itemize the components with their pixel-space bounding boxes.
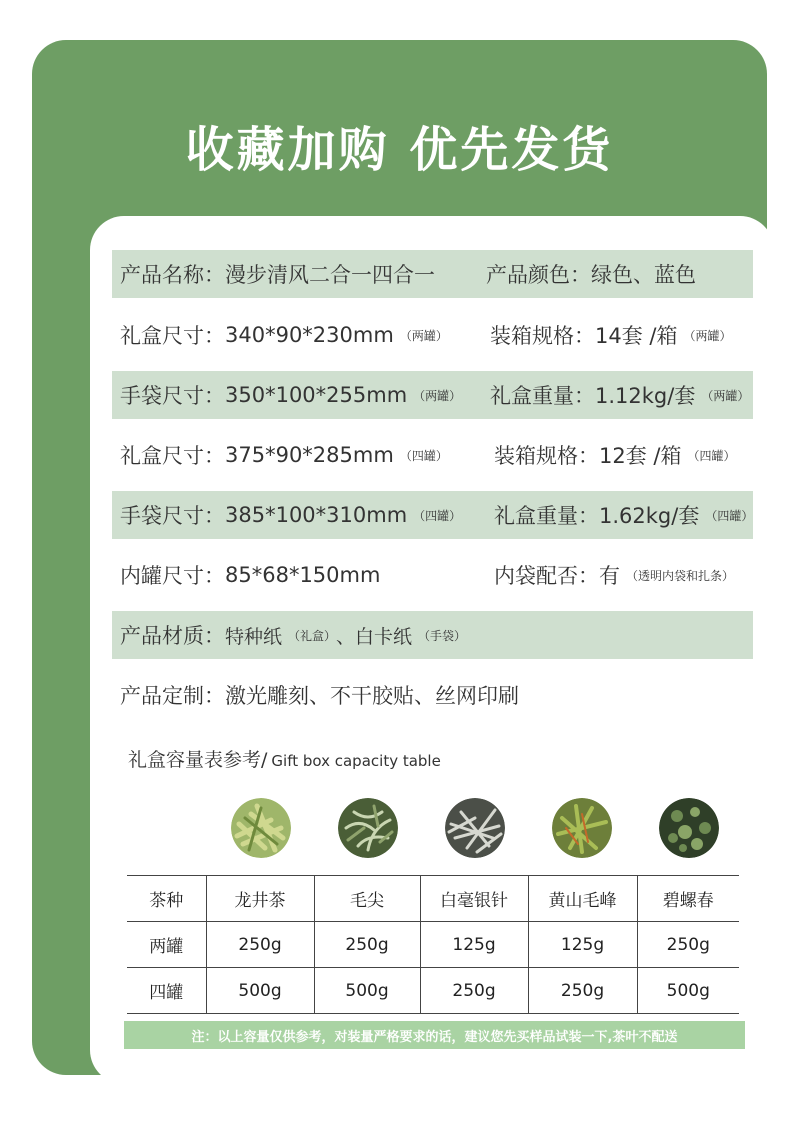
table-cell: 125g (420, 922, 528, 968)
spec-left: 手袋尺寸： 350*100*255mm （两罐） (120, 383, 462, 408)
spec-row-name (112, 250, 753, 298)
table-cell: 125g (528, 922, 637, 968)
spec-left: 礼盒尺寸： 340*90*230mm （两罐） (120, 323, 448, 348)
spec-row-bag-size-4 (112, 491, 753, 539)
table-cell: 250g (206, 922, 314, 968)
headline: 收藏加购 优先发货 (185, 122, 614, 178)
table-cell: 250g (314, 922, 420, 968)
table-header-row (127, 876, 739, 922)
spec-right: 装箱规格： 12套 /箱 （四罐） (494, 444, 736, 468)
spec-row-custom (112, 671, 753, 719)
spec-right: 内袋配否： 有 （透明内袋和扎条） (494, 564, 735, 588)
table-header-cell: 碧螺春 (637, 876, 739, 922)
table-row (127, 922, 739, 968)
baihao-yinzhen-tea-image (445, 798, 505, 858)
spec-row-box-size-4 (112, 431, 753, 479)
green-panel (32, 40, 767, 1075)
table-cell: 250g (637, 922, 739, 968)
capacity-title: 礼盒容量表参考/ Gift box capacity table (128, 749, 441, 771)
spec-left: 产品名称： 漫步清风二合一四合一 (120, 263, 435, 287)
spec-right: 产品颜色： 绿色、蓝色 (486, 263, 696, 287)
table-header-cell: 白毫银针 (420, 876, 528, 922)
table-cell: 500g (637, 968, 739, 1014)
table-cell: 250g (420, 968, 528, 1014)
capacity-table (127, 875, 739, 1014)
table-row (127, 968, 739, 1014)
spec-right: 礼盒重量： 1.12kg/套 （两罐） (490, 384, 750, 408)
table-cell: 250g (528, 968, 637, 1014)
longjing-tea-image (231, 798, 291, 858)
table-header-cell: 茶种 (127, 876, 206, 922)
spec-left: 礼盒尺寸： 375*90*285mm （四罐） (120, 443, 448, 468)
spec-row-inner-can (112, 551, 753, 599)
table-cell: 两罐 (127, 922, 206, 968)
spec-right: 装箱规格： 14套 /箱 （两罐） (490, 324, 732, 348)
spec-row-material (112, 611, 753, 659)
spec-left: 内罐尺寸： 85*68*150mm (120, 563, 381, 588)
spec-right: 礼盒重量： 1.62kg/套 （四罐） (494, 504, 754, 528)
disclaimer-note: 注：以上容量仅供参考，对装量严格要求的话，建议您先买样品试装一下,茶叶不配送 (124, 1021, 745, 1049)
spec-card (90, 216, 774, 1084)
spec-left: 手袋尺寸： 385*100*310mm （四罐） (120, 503, 462, 528)
table-header-cell: 毛尖 (314, 876, 420, 922)
custom-value: 产品定制： 激光雕刻、不干胶贴、丝网印刷 (120, 684, 519, 708)
huangshan-maofeng-tea-image (552, 798, 612, 858)
spec-row-box-size-2 (112, 311, 753, 359)
maojian-tea-image (338, 798, 398, 858)
spec-row-bag-size-2 (112, 371, 753, 419)
table-cell: 500g (314, 968, 420, 1014)
material-value: 产品材质： 特种纸 （礼盒） 、白卡纸 （手袋） (120, 624, 467, 648)
table-header-cell: 龙井茶 (206, 876, 314, 922)
table-cell: 四罐 (127, 968, 206, 1014)
biluochun-tea-image (659, 798, 719, 858)
table-header-cell: 黄山毛峰 (528, 876, 637, 922)
table-cell: 500g (206, 968, 314, 1014)
